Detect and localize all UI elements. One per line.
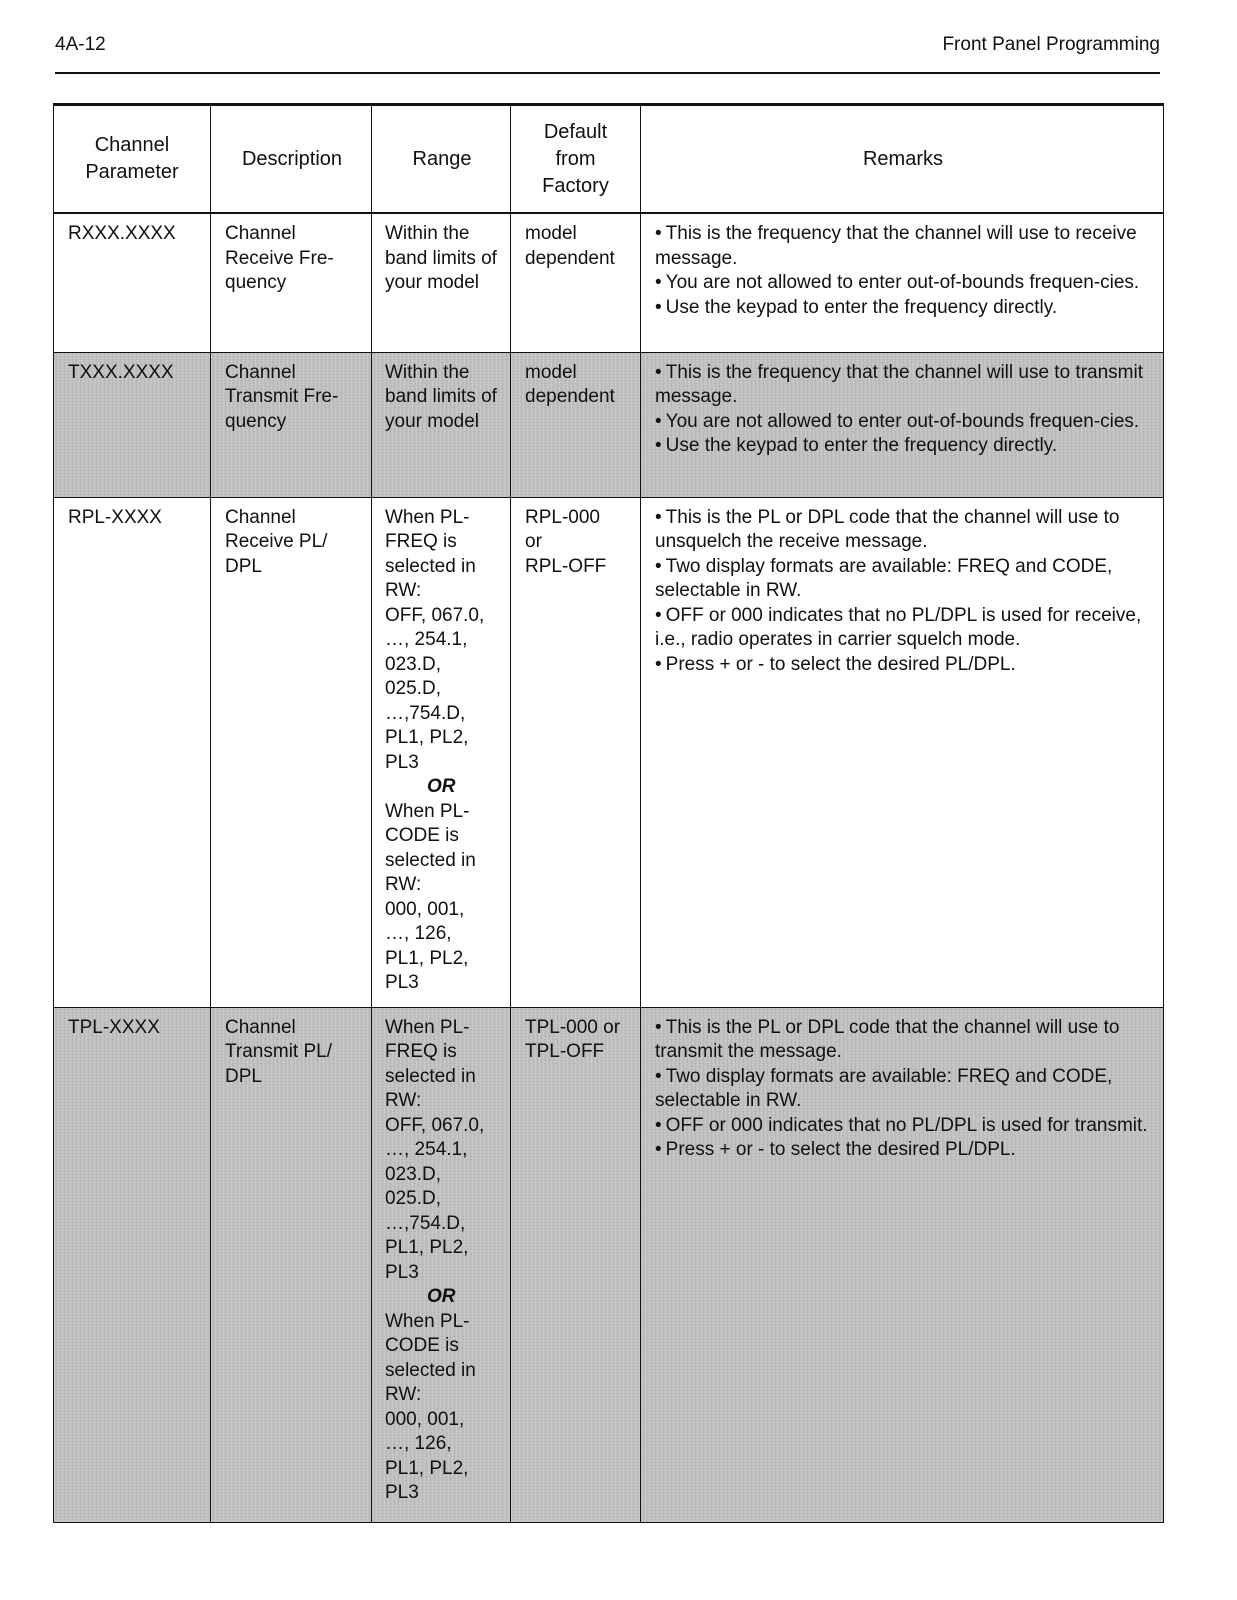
range-line: …, 254.1, xyxy=(385,1139,468,1160)
range-cell: Within the band limits of your model xyxy=(372,213,511,352)
range-line: FREQ is xyxy=(385,1041,457,1062)
table-row xyxy=(54,213,1164,352)
range-line: CODE is xyxy=(385,825,459,846)
range-line: selected in xyxy=(385,555,476,577)
range-line: CODE is xyxy=(385,1335,459,1356)
range-line: PL1, PL2, xyxy=(385,1237,469,1258)
range-line: PL3 xyxy=(385,1261,419,1283)
default-line: RPL-000 xyxy=(525,506,600,528)
range-line: When PL- xyxy=(385,1016,470,1038)
parameter-cell: TXXX.XXXX xyxy=(54,352,211,497)
remark-item: • This is the frequency that the channel will use to transmit message. xyxy=(655,361,1144,407)
column-header-parameter: Channel Parameter xyxy=(54,105,211,214)
remark-item: • Press + or - to select the desired PL/DPL. xyxy=(655,653,1016,675)
range-or-label: OR xyxy=(427,1286,456,1307)
table-row xyxy=(54,1007,1164,1522)
remark-item: • You are not allowed to enter out-of-bounds frequen-cies. xyxy=(655,272,1140,293)
remark-item: • Use the keypad to enter the frequency directly. xyxy=(655,296,1058,318)
table-row xyxy=(54,352,1164,497)
remark-item: • Press + or - to select the desired PL/DPL. xyxy=(655,1139,1016,1160)
range-line: OFF, 067.0, xyxy=(385,604,485,626)
description-cell: Channel Receive Fre-quency xyxy=(211,213,372,352)
remarks-cell xyxy=(641,213,1164,352)
range-line: PL3 xyxy=(385,972,419,993)
column-header-default: Default from Factory xyxy=(511,105,641,214)
range-line: …,754.D, xyxy=(385,1212,466,1234)
description-cell: Channel Receive PL/ DPL xyxy=(211,497,372,1007)
parameter-cell: RPL-XXXX xyxy=(54,497,211,1007)
range-line: OFF, 067.0, xyxy=(385,1114,485,1136)
range-line: 000, 001, xyxy=(385,1408,465,1430)
table-header-row xyxy=(54,105,1164,214)
default-cell xyxy=(511,1007,641,1522)
remarks-cell xyxy=(641,1007,1164,1522)
remark-item: • This is the PL or DPL code that the channel will use to transmit the message. xyxy=(655,1016,1120,1062)
range-line: …, 126, xyxy=(385,923,452,944)
column-header-range: Range xyxy=(372,105,511,214)
default-line: RPL-OFF xyxy=(525,555,607,577)
range-line: selected in xyxy=(385,1359,476,1381)
table-row xyxy=(54,497,1164,1007)
column-header-description: Description xyxy=(211,105,372,214)
description-cell: Channel Transmit Fre-quency xyxy=(211,352,372,497)
range-cell xyxy=(372,1007,511,1522)
remarks-cell xyxy=(641,352,1164,497)
default-cell: model dependent xyxy=(511,213,641,352)
range-line: PL1, PL2, xyxy=(385,947,469,969)
range-line: RW: xyxy=(385,1384,422,1405)
range-line: FREQ is xyxy=(385,531,457,552)
channel-parameter-table xyxy=(53,103,1164,1523)
range-line: RW: xyxy=(385,1090,422,1111)
remark-item: • Two display formats are available: FREQ and CODE, selectable in RW. xyxy=(655,1065,1113,1111)
range-line: 025.D, xyxy=(385,678,441,699)
range-line: PL1, PL2, xyxy=(385,1457,469,1479)
range-line: 023.D, xyxy=(385,653,441,675)
range-line: 023.D, xyxy=(385,1163,441,1185)
remark-item: • Use the keypad to enter the frequency directly. xyxy=(655,435,1058,456)
remarks-cell xyxy=(641,497,1164,1007)
remark-item: • This is the PL or DPL code that the channel will use to unsquelch the receive message. xyxy=(655,506,1120,552)
range-line: RW: xyxy=(385,580,422,601)
range-line: When PL- xyxy=(385,1310,470,1332)
remark-item: • Two display formats are available: FREQ and CODE, selectable in RW. xyxy=(655,555,1113,601)
default-cell xyxy=(511,497,641,1007)
page-number: 4A-12 xyxy=(55,34,106,55)
page-header xyxy=(55,34,1160,74)
range-line: selected in xyxy=(385,849,476,871)
range-cell xyxy=(372,497,511,1007)
parameter-cell: RXXX.XXXX xyxy=(54,213,211,352)
default-line: TPL-OFF xyxy=(525,1041,605,1062)
range-line: 025.D, xyxy=(385,1188,441,1209)
section-title: Front Panel Programming xyxy=(942,34,1160,55)
column-header-remarks: Remarks xyxy=(641,105,1164,214)
range-line: PL3 xyxy=(385,1482,419,1503)
description-cell: Channel Transmit PL/ DPL xyxy=(211,1007,372,1522)
range-line: When PL- xyxy=(385,800,470,822)
default-line: or xyxy=(525,531,542,552)
range-line: When PL- xyxy=(385,506,470,528)
range-cell: Within the band limits of your model xyxy=(372,352,511,497)
parameter-cell: TPL-XXXX xyxy=(54,1007,211,1522)
range-line: PL3 xyxy=(385,751,419,773)
range-line: …, 254.1, xyxy=(385,629,468,650)
remark-item: • This is the frequency that the channel will use to receive message. xyxy=(655,223,1137,269)
range-line: RW: xyxy=(385,874,422,895)
default-cell: model dependent xyxy=(511,352,641,497)
range-or-label: OR xyxy=(427,776,456,797)
range-line: PL1, PL2, xyxy=(385,727,469,748)
range-line: …,754.D, xyxy=(385,702,466,724)
remark-item: • OFF or 000 indicates that no PL/DPL is used for receive, i.e., radio operates in carrier squelch mode. xyxy=(655,604,1142,650)
range-line: 000, 001, xyxy=(385,898,465,920)
remark-item: • You are not allowed to enter out-of-bounds frequen-cies. xyxy=(655,410,1140,432)
default-line: TPL-000 or xyxy=(525,1016,621,1038)
remark-item: • OFF or 000 indicates that no PL/DPL is used for transmit. xyxy=(655,1114,1148,1136)
range-line: selected in xyxy=(385,1065,476,1087)
range-line: …, 126, xyxy=(385,1433,452,1454)
